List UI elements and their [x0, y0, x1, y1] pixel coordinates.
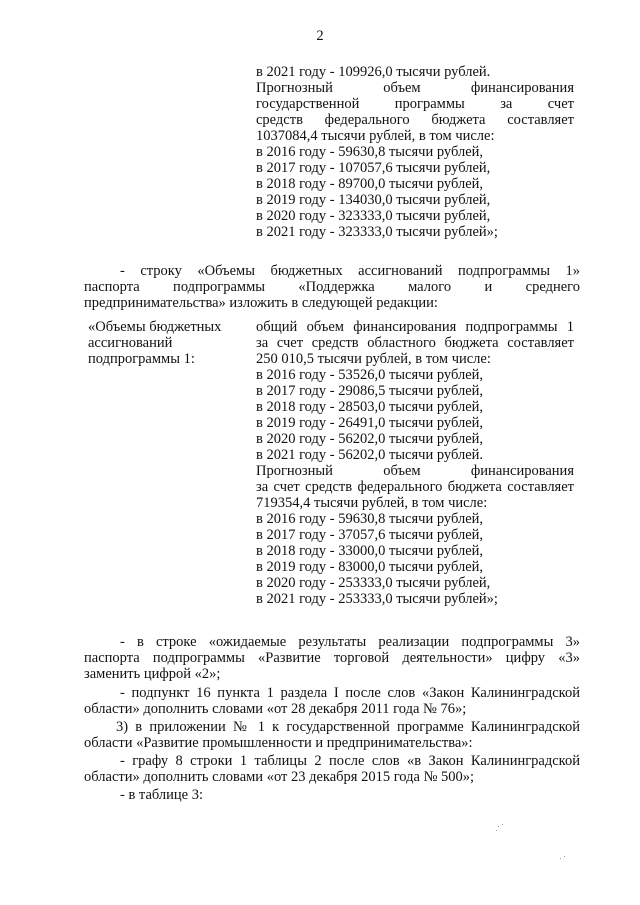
table-value-line: в 2019 году - 26491,0 тысячи рублей, [256, 415, 484, 431]
table-label-line: ассигнований [88, 335, 173, 351]
table-label-column [88, 319, 238, 367]
text-line: паспорта подпрограммы «Поддержка малого и среднего [84, 279, 580, 295]
table-value-line: общий объем финансирования подпрограммы 1 [256, 319, 574, 335]
table-value-line: в 2019 году - 83000,0 тысячи рублей, [256, 559, 484, 575]
table-value-line: в 2018 году - 28503,0 тысячи рублей, [256, 399, 484, 415]
text-line: 3) в приложении № 1 к государственной программе Калининградской [116, 719, 580, 735]
text-line: - в строке «ожидаемые результаты реализации подпрограммы 3» [120, 634, 580, 650]
text-line: области «Развитие промышленности и предпринимательства»: [84, 735, 473, 751]
text-line: средств федерального бюджета составляет [256, 112, 574, 128]
table-value-line: 250 010,5 тысячи рублей, в том числе: [256, 351, 491, 367]
text-line: в 2019 году - 134030,0 тысячи рублей, [256, 192, 491, 208]
table-value-line: в 2016 году - 53526,0 тысячи рублей, [256, 367, 484, 383]
text-line: заменить цифрой «2»; [84, 666, 221, 682]
scan-specks [490, 820, 580, 870]
table-label-line: «Объемы бюджетных [88, 319, 222, 335]
text-line: 1037084,4 тысячи рублей, в том числе: [256, 128, 495, 144]
text-line: предпринимательства» изложить в следующей редакции: [84, 295, 438, 311]
text-line: в 2020 году - 323333,0 тысячи рублей, [256, 208, 491, 224]
table-value-line: за счет средств областного бюджета составляет [256, 335, 574, 351]
table-label-line: подпрограммы 1: [88, 351, 195, 367]
paragraph-subprogram-3 [84, 634, 580, 682]
table-value-column [256, 319, 574, 607]
paragraph-item-3 [84, 719, 580, 751]
table-value-line: в 2020 году - 56202,0 тысячи рублей, [256, 431, 484, 447]
text-line: паспорта подпрограммы «Развитие торговой деятельности» цифру «3» [84, 650, 580, 666]
top-funding-block [256, 64, 574, 240]
table-value-line: в 2018 году - 33000,0 тысячи рублей, [256, 543, 484, 559]
table-value-line: в 2016 году - 59630,8 тысячи рублей, [256, 511, 484, 527]
table-value-line: за счет средств федерального бюджета составляет [256, 479, 574, 495]
text-line: области» дополнить словами «от 28 декабря 2011 года № 76»; [84, 701, 467, 717]
text-line: в 2021 году - 109926,0 тысячи рублей. [256, 64, 491, 80]
table-value-line: в 2021 году - 56202,0 тысячи рублей. [256, 447, 484, 463]
table-value-line: в 2017 году - 29086,5 тысячи рублей, [256, 383, 484, 399]
text-line: - подпункт 16 пункта 1 раздела I после слов «Закон Калининградской [120, 685, 580, 701]
text-line: в 2021 году - 323333,0 тысячи рублей»; [256, 224, 498, 240]
table-value-line: в 2017 году - 37057,6 тысячи рублей, [256, 527, 484, 543]
text-line: государственной программы за счет [256, 96, 574, 112]
text-line: в 2017 году - 107057,6 тысячи рублей, [256, 160, 491, 176]
paragraph-subprogram-1 [84, 263, 580, 311]
text-line: области» дополнить словами «от 23 декабря 2015 года № 500»; [84, 769, 475, 785]
page-number: 2 [316, 28, 324, 44]
paragraph-table-3 [84, 787, 580, 803]
text-line: Прогнозный объем финансирования [256, 80, 574, 96]
paragraph-subpoint-16 [84, 685, 580, 717]
text-line: в 2018 году - 89700,0 тысячи рублей, [256, 176, 484, 192]
table-value-line: Прогнозный объем финансирования [256, 463, 574, 479]
table-value-line: 719354,4 тысячи рублей, в том числе: [256, 495, 488, 511]
text-line: - графу 8 строки 1 таблицы 2 после слов «в Закон Калининградской [120, 753, 580, 769]
table-value-line: в 2021 году - 253333,0 тысячи рублей»; [256, 591, 498, 607]
text-line: - строку «Объемы бюджетных ассигнований подпрограммы 1» [120, 263, 580, 279]
text-line: - в таблице 3: [120, 787, 203, 803]
paragraph-graph-8 [84, 753, 580, 785]
table-value-line: в 2020 году - 253333,0 тысячи рублей, [256, 575, 491, 591]
text-line: в 2016 году - 59630,8 тысячи рублей, [256, 144, 484, 160]
